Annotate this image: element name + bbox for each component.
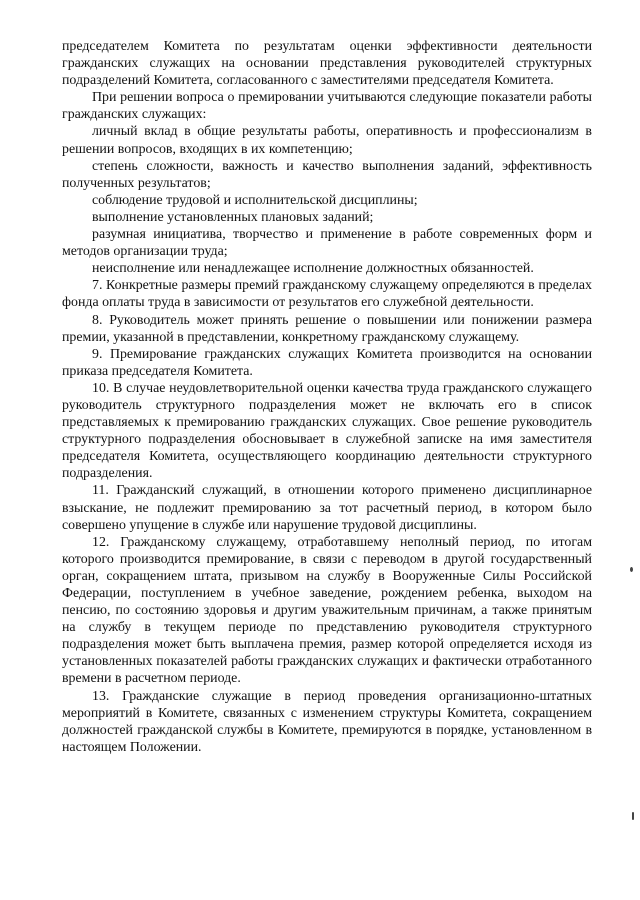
- indicator-initiative: разумная инициатива, творчество и применение в работе современных форм и методов организации труда;: [62, 227, 592, 260]
- document-page: [62, 38, 592, 756]
- paragraph-continuation: председателем Комитета по результатам оценки эффективности деятельности гражданских служащих на основании представления руководителей структурных подразделений Комитета, согласованного с заместителями председателя Комитета.: [62, 39, 592, 89]
- clause-11: 11. Гражданский служащий, в отношении которого применено дисциплинарное взыскание, не подлежит премированию за тот расчетный период, в котором было совершено упущение в службе или нарушение трудовой дисциплины.: [62, 483, 592, 533]
- indicator-discipline: соблюдение трудовой и исполнительской дисциплины;: [92, 192, 418, 208]
- clause-8: 8. Руководитель может принять решение о повышении или понижении размера премии, указанной в представлении, конкретному гражданскому служащему.: [62, 312, 592, 345]
- scan-speck: [630, 567, 633, 572]
- clause-10: 10. В случае неудовлетворительной оценки качества труда гражданского служащего руководитель структурного подразделения может не включать его в список представляемых к премированию гражданских служащих. Свое решение руководитель структурного подразделения обосновывает в служебной записке на имя заместителя председателя Комитета, осуществляющего координацию деятельности структурного подразделения.: [62, 380, 592, 482]
- scan-speck: [632, 812, 634, 820]
- paragraph-indicators-intro: При решении вопроса о премировании учитываются следующие показатели работы гражданских служащих:: [62, 90, 592, 123]
- indicator-complexity: степень сложности, важность и качество выполнения заданий, эффективность полученных результатов;: [62, 158, 592, 191]
- clause-7: 7. Конкретные размеры премий гражданскому служащему определяются в пределах фонда оплаты труда в зависимости от результатов его служебной деятельности.: [62, 278, 592, 311]
- indicator-personal-contribution: личный вклад в общие результаты работы, оперативность и профессионализм в решении вопросов, входящих в их компетенцию;: [62, 124, 592, 157]
- indicator-planned-tasks: выполнение установленных плановых заданий;: [92, 209, 374, 225]
- indicator-non-performance: неисполнение или ненадлежащее исполнение должностных обязанностей.: [92, 261, 534, 277]
- clause-13: 13. Гражданские служащие в период проведения организационно-штатных мероприятий в Комитете, связанных с изменением структуры Комитета, сокращением должностей гражданской службы в Комитете, премируются в порядке, установленном в настоящем Положении.: [62, 688, 592, 755]
- clause-12: 12. Гражданскому служащему, отработавшему неполный период, по итогам которого производится премирование, в связи с переводом в другой государственный орган, сокращением штата, призывом на службу в Вооруженные Силы Российской Федерации, поступлением в учебное заведение, рождением ребенка, выходом на пенсию, по состоянию здоровья и другим уважительным причинам, а также принятым на службу в текущем периоде по представлению руководителя структурного подразделения может быть выплачена премия, размер которой определяется исходя из установленных показателей работы гражданских служащих и фактически отработанного времени в расчетном периоде.: [62, 534, 592, 687]
- clause-9: 9. Премирование гражданских служащих Комитета производится на основании приказа председателя Комитета.: [62, 346, 592, 379]
